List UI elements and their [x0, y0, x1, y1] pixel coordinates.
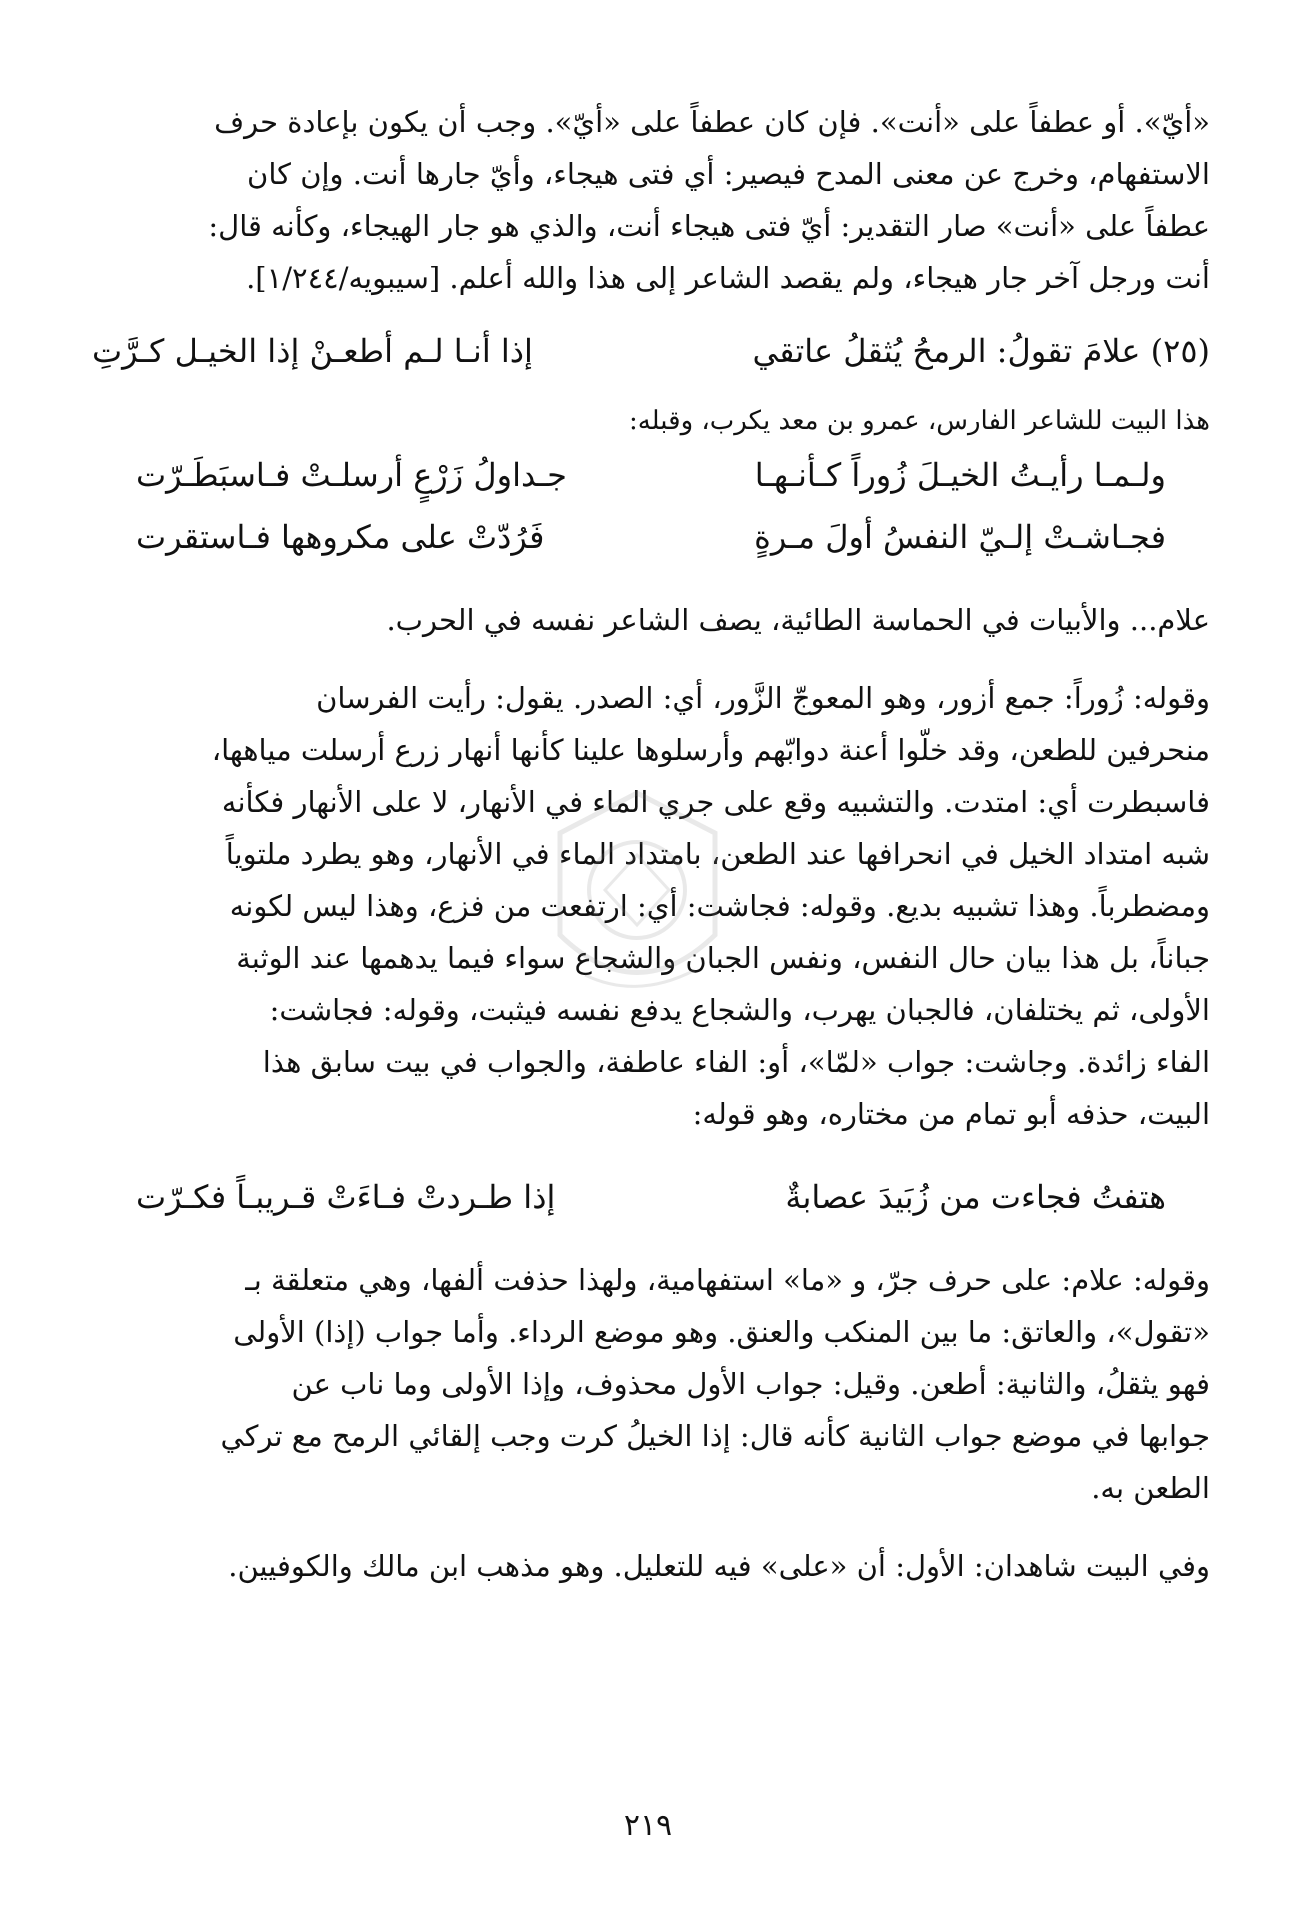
- commentary-paragraph: [92, 672, 1210, 1140]
- text-line: شبه امتداد الخيل في انحرافها عند الطعن، بامتداد الماء في الأنهار، وهو يطرد ملتوياً: [225, 837, 1210, 871]
- text-line: جباناً، بل هذا بيان حال النفس، ونفس الجبان والشجاع سواء فيما يدهمها عند الوثبة: [236, 941, 1210, 975]
- text-line: وقوله: علام: على حرف جرّ، و «ما» استفهامية، ولهذا حذفت ألفها، وهي متعلقة بـ: [245, 1263, 1210, 1297]
- verse-first-hemistich: فجـاشـتْ إلـيّ النفسُ أولَ مـرةٍ: [754, 518, 1166, 556]
- text-line: ومضطرباً. وهذا تشبيه بديع. وقوله: فجاشت: أي: ارتفعت من فزع، وهذا ليس لكونه: [229, 889, 1210, 923]
- verse-first-hemistich: ولـمـا رأيـتُ الخيـلَ زُوراً كـأنـهـا: [754, 456, 1166, 494]
- verse-second-hemistich: إذا طـردتْ فـاءَتْ قـريبـاً فكـرّت: [136, 1178, 556, 1216]
- preceding-verse: [92, 506, 1210, 568]
- verse-first-hemistich: هتفتُ فجاءت من زُبَيدَ عصابةٌ: [785, 1178, 1166, 1216]
- quoted-verse: [92, 1166, 1210, 1228]
- text-line: الاستفهام، وخرج عن معنى المدح فيصير: أي فتى هيجاء، وأيّ جارها أنت. وإن كان: [247, 157, 1210, 191]
- text-line: «أيّ». أو عطفاً على «أنت». فإن كان عطفاً على «أيّ». وجب أن يكون بإعادة حرف: [214, 105, 1210, 139]
- preceding-verse: [92, 444, 1210, 506]
- text-line: فهو يثقلُ، والثانية: أطعن. وقيل: جواب الأول محذوف، وإذا الأولى وما ناب عن: [291, 1367, 1210, 1401]
- source-note: علام... والأبيات في الحماسة الطائية، يصف الشاعر نفسه في الحرب.: [386, 603, 1210, 637]
- final-line: وفي البيت شاهدان: الأول: أن «على» فيه للتعليل. وهو مذهب ابن مالك والكوفيين.: [228, 1549, 1210, 1583]
- text-line: فاسبطرت أي: امتدت. والتشبيه وقع على جري الماء في الأنهار، لا على الأنهار فكأنه: [221, 785, 1210, 819]
- text-line: الأولى، ثم يختلفان، فالجبان يهرب، والشجاع يدفع نفسه فيثبت، وقوله: فجاشت:: [269, 993, 1210, 1027]
- verse-second-hemistich: جـداولُ زَرْعٍ أرسلـتْ فـاسبَطَـرّت: [136, 456, 567, 494]
- text-line: منحرفين للطعن، وقد خلّوا أعنة دوابّهم وأرسلوها علينا كأنها أنهار زرع أرسلت مياهها،: [211, 733, 1210, 767]
- verse-second-hemistich: إذا أنـا لـم أطعـنْ إذا الخيـل كـرَّتِ: [92, 332, 533, 370]
- verse-attribution: هذا البيت للشاعر الفارس، عمرو بن معد يكرب، وقبله:: [628, 406, 1210, 436]
- text-line: البيت، حذفه أبو تمام من مختاره، وهو قوله:: [692, 1097, 1210, 1131]
- verse-25: [92, 320, 1210, 382]
- text-line: أنت ورجل آخر جار هيجاء، ولم يقصد الشاعر إلى هذا والله أعلم. [سيبويه/١/٢٤٤].: [246, 261, 1210, 295]
- grammar-paragraph: [92, 1254, 1210, 1514]
- text-line: الطعن به.: [1091, 1471, 1210, 1505]
- text-line: الفاء زائدة. وجاشت: جواب «لمّا»، أو: الفاء عاطفة، والجواب في بيت سابق هذا: [262, 1045, 1210, 1079]
- text-line: وقوله: زُوراً: جمع أزور، وهو المعوجّ الزَّور، أي: الصدر. يقول: رأيت الفرسان: [316, 681, 1210, 715]
- paragraph-continuation: [92, 96, 1210, 304]
- verse-second-hemistich: فَرُدّتْ على مكروهها فـاستقرت: [136, 518, 545, 556]
- verse-first-hemistich: (٢٥) علامَ تقولُ: الرمحُ يُثقلُ عاتقي: [752, 332, 1210, 370]
- text-line: «تقول»، والعاتق: ما بين المنكب والعنق. وهو موضع الرداء. وأما جواب (إذا) الأولى: [233, 1315, 1210, 1349]
- text-line: عطفاً على «أنت» صار التقدير: أيّ فتى هيجاء أنت، والذي هو جار الهيجاء، وكأنه قال:: [208, 209, 1210, 243]
- text-line: جوابها في موضع جواب الثانية كأنه قال: إذا الخيلُ كرت وجب إلقائي الرمح مع تركي: [220, 1419, 1210, 1453]
- page-number: ٢١٩: [623, 1808, 673, 1843]
